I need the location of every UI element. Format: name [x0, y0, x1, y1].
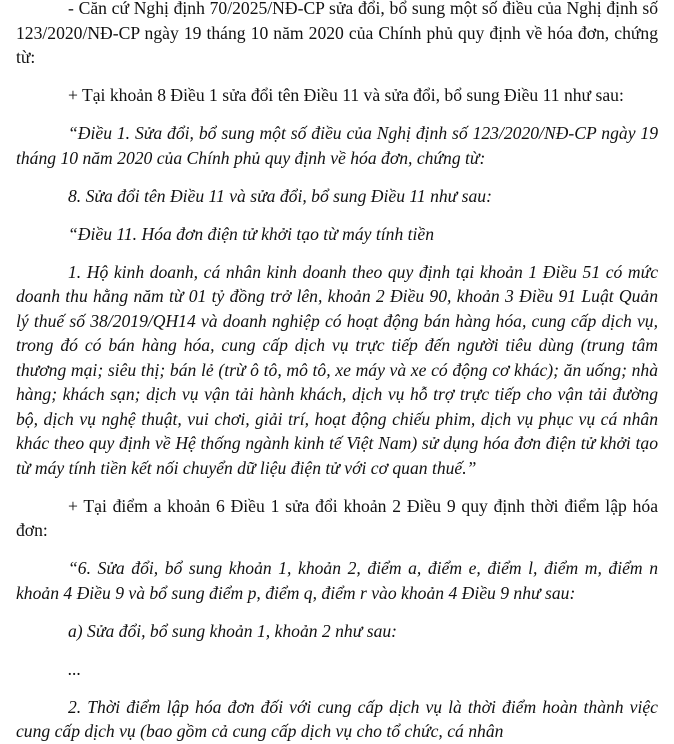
quote-point-a: a) Sửa đổi, bổ sung khoản 1, khoản 2 như sau:: [68, 620, 398, 641]
paragraph-legal-basis: - Căn cứ Nghị định 70/2025/NĐ-CP sửa đổi, bổ sung một số điều của Nghị định số 123/2020/NĐ-CP ngày 19 tháng 10 năm 2020 của Chính phủ quy định về hóa đơn, chứng từ:: [16, 0, 658, 67]
quote-ellipsis: ...: [68, 658, 82, 679]
quote-article-1: “Điều 1. Sửa đổi, bổ sung một số điều của Nghị định số 123/2020/NĐ-CP ngày 19 tháng 10 năm 2020 của Chính phủ quy định về hóa đơn, chứng từ:: [16, 123, 658, 168]
paragraph-point-a-clause-6: + Tại điểm a khoản 6 Điều 1 sửa đổi khoản 2 Điều 9 quy định thời điểm lập hóa đơn:: [16, 495, 658, 540]
paragraph-clause-8: + Tại khoản 8 Điều 1 sửa đổi tên Điều 11 và sửa đổi, bổ sung Điều 11 như sau:: [68, 85, 624, 105]
quote-article-11-clause-1: 1. Hộ kinh doanh, cá nhân kinh doanh theo quy định tại khoản 1 Điều 51 có mức doanh thu hằng năm từ 01 tỷ đồng trở lên, khoản 2 Điều 90, khoản 3 Điều 91 Luật Quản lý thuế số 38/2019/QH14 và doanh nghiệp có hoạt động bán hàng hóa, cung cấp dịch vụ, trong đó có bán hàng hóa, cung cấp dịch vụ trực tiếp đến người tiêu dùng (trung tâm thương mại; siêu thị; bán lẻ (trừ ô tô, mô tô, xe máy và xe có động cơ khác); ăn uống; nhà hàng; khách sạn; dịch vụ vận tải hành khách, dịch vụ hỗ trợ trực tiếp cho vận tải đường bộ, dịch vụ nghệ thuật, vui chơi, giải trí, hoạt động chiếu phim, dịch vụ phục vụ cá nhân khác theo quy định về Hệ thống ngành kinh tế Việt Nam) sử dụng hóa đơn điện tử khởi tạo từ máy tính tiền kết nối chuyển dữ liệu điện tử với cơ quan thuế.”: [16, 261, 658, 478]
quote-article-11-title: “Điều 11. Hóa đơn điện tử khởi tạo từ máy tính tiền: [68, 223, 435, 244]
quote-clause-2: 2. Thời điểm lập hóa đơn đối với cung cấp dịch vụ là thời điểm hoàn thành việc cung cấp dịch vụ (bao gồm cả cung cấp dịch vụ cho tổ chức, cá nhân: [16, 696, 658, 741]
quote-item-8: 8. Sửa đổi tên Điều 11 và sửa đổi, bổ sung Điều 11 như sau:: [68, 185, 492, 206]
quote-item-6: “6. Sửa đổi, bổ sung khoản 1, khoản 2, điểm a, điểm e, điểm l, điểm m, điểm n khoản 4 Điều 9 và bổ sung điểm p, điểm q, điểm r vào khoản 4 Điều 9 như sau:: [16, 558, 658, 603]
